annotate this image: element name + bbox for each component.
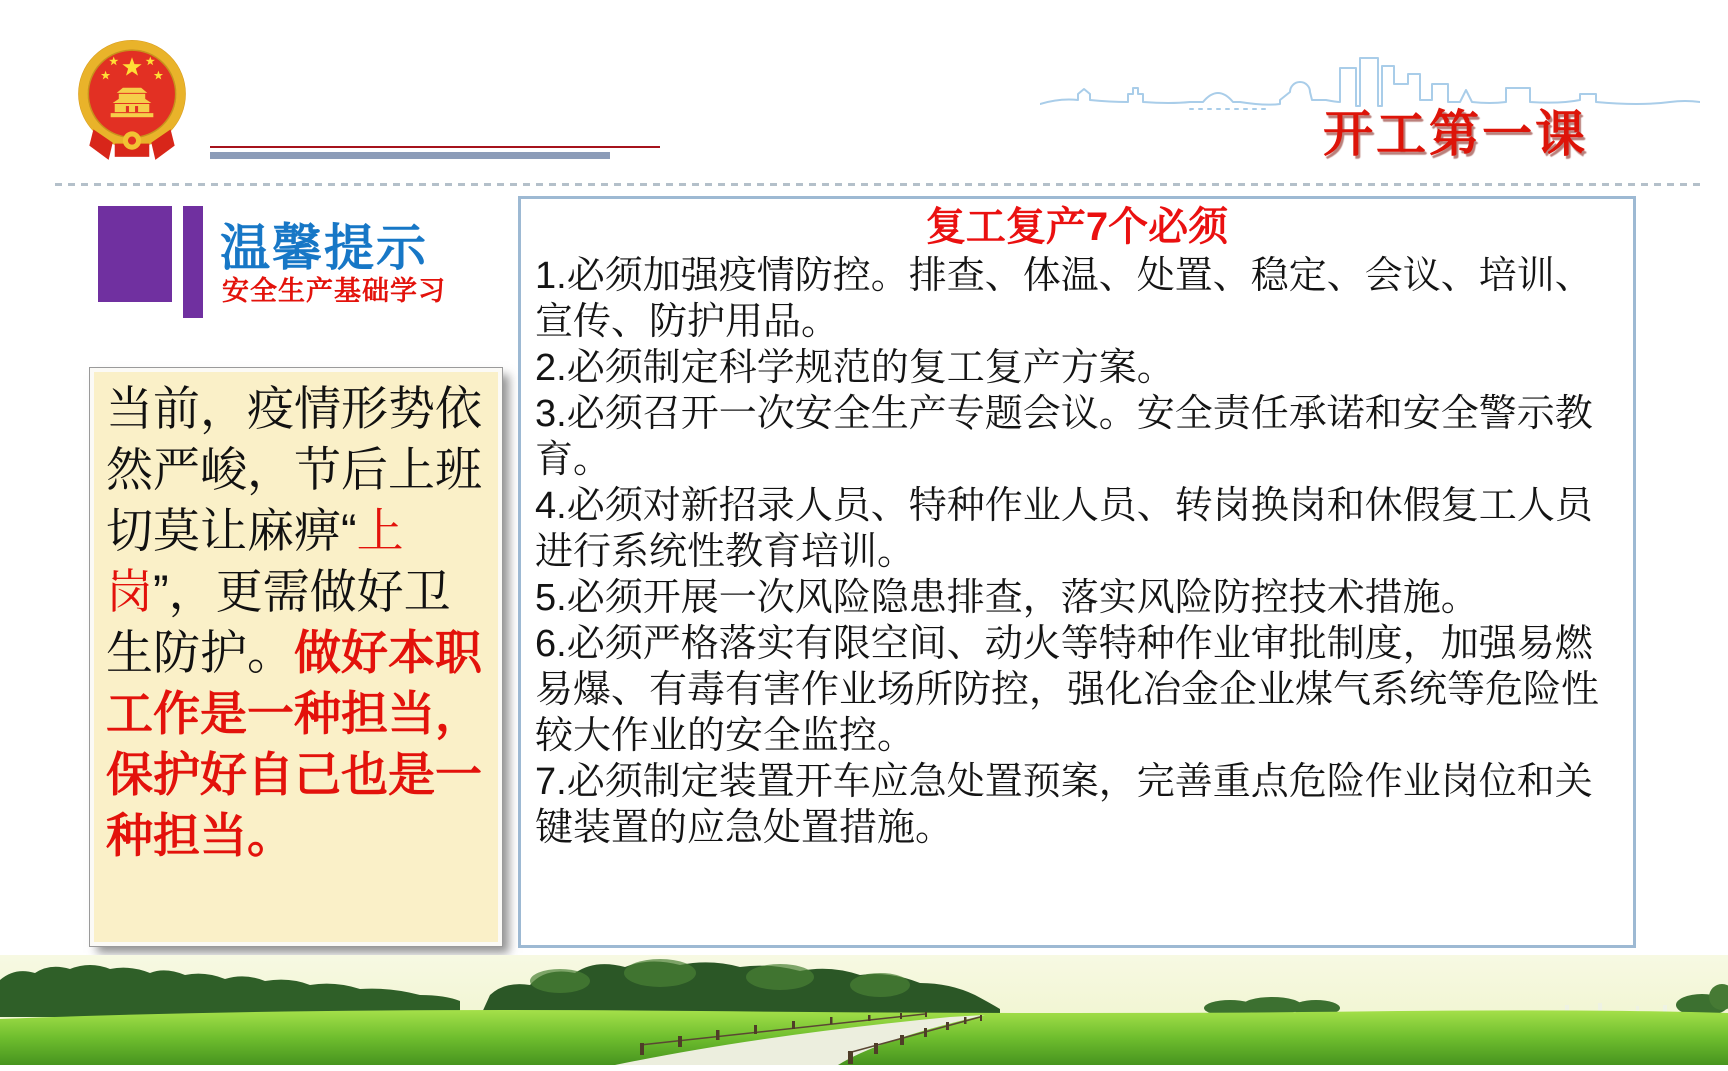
requirement-item: 5.必须开展一次风险隐患排查，落实风险防控技术措施。 <box>535 577 1479 619</box>
requirements-box <box>518 196 1636 948</box>
dashed-divider <box>55 183 1705 186</box>
notice-text-segment: 当前，疫情形势依然严峻，节后上班切莫让麻痹“ <box>106 382 482 557</box>
requirement-item: 2.必须制定科学规范的复工复产方案。 <box>535 347 1175 389</box>
header-underline-gray <box>210 152 610 159</box>
notice-box <box>90 368 502 946</box>
accent-square <box>98 206 172 302</box>
requirement-item: 4.必须对新招录人员、特种作业人员、转岗换岗和休假复工人员进行系统性教育培训。 <box>535 485 1593 573</box>
header-underline-red <box>210 146 660 148</box>
requirements-title: 复工复产7个必须 <box>925 205 1229 249</box>
notice-text-segment: 做好本职工作是一种担当，保护好自己也是一种担当。 <box>106 626 482 862</box>
requirement-item: 7.必须制定装置开车应急处置预案，完善重点危险作业岗位和关键装置的应急处置措施。 <box>535 761 1593 849</box>
requirement-item: 6.必须严格落实有限空间、动火等特种作业审批制度，加强易燃易爆、有毒有害作业场所防控，强化冶金企业煤气系统等危险性较大作业的安全监控。 <box>535 623 1600 757</box>
landscape-image <box>0 955 1728 1065</box>
notice-text-segment: 上岗 <box>106 504 404 618</box>
accent-bar <box>183 206 203 318</box>
requirement-item: 3.必须召开一次安全生产专题会议。安全责任承诺和安全警示教育。 <box>535 393 1593 481</box>
notice-text-segment: ”，更需做好卫生防护。 <box>106 565 451 679</box>
national-emblem-icon <box>76 40 188 168</box>
tip-title: 温馨提示 <box>220 220 428 276</box>
requirement-item: 1.必须加强疫情防控。排查、体温、处置、稳定、会议、培训、宣传、防护用品。 <box>535 255 1593 343</box>
tip-subtitle: 安全生产基础学习 <box>222 276 446 306</box>
notice-text <box>106 378 486 866</box>
requirements-list <box>535 253 1619 851</box>
course-title: 开工第一课 <box>1323 106 1588 162</box>
